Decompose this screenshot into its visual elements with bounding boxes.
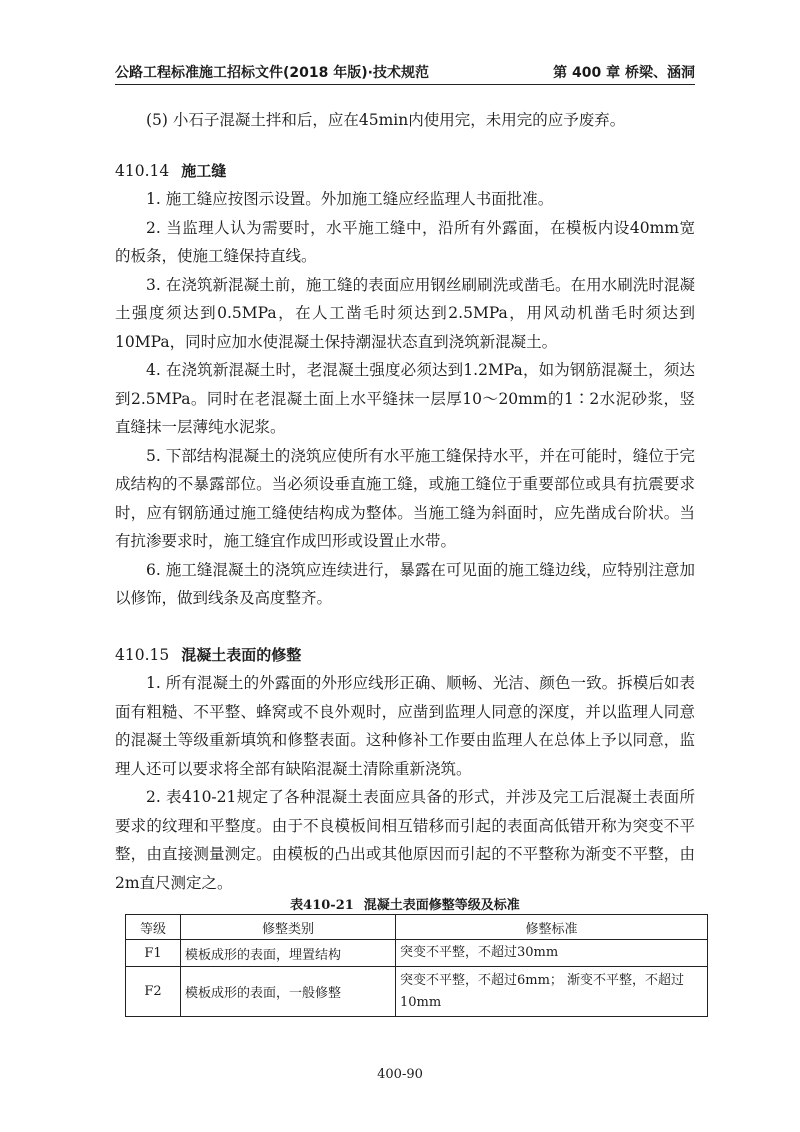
cell-finish-type: 模板成形的表面，一般修整	[181, 967, 396, 1017]
header-finish-standard: 修整标准	[396, 915, 708, 940]
table-title: 混凝土表面修整等级及标准	[363, 898, 520, 913]
cell-finish-standard: 突变不平整，不超过6mm； 渐变不平整，不超过10mm	[396, 967, 708, 1017]
document-body	[115, 106, 695, 897]
section-heading-410-14	[115, 157, 695, 186]
section-number: 410.15	[115, 645, 170, 664]
section-title: 施工缝	[181, 161, 227, 180]
table-caption	[115, 894, 695, 913]
cell-finish-type: 模板成形的表面，埋置结构	[181, 940, 396, 967]
finish-standards-table	[125, 914, 708, 1017]
section-14-item-6: 6. 施工缝混凝土的浇筑应连续进行，暴露在可见面的施工缝边线，应特别注意加以修饰，做到线条及高度整齐。	[115, 560, 695, 607]
cell-finish-standard: 突变不平整，不超过30mm	[396, 940, 708, 967]
section-heading-410-15	[115, 641, 695, 670]
header-document-title: 公路工程标准施工招标文件(2018 年版)·技术规范	[115, 65, 429, 81]
intro-item-5: (5) 小石子混凝土拌和后，应在45min内使用完，未用完的应予废弃。	[146, 111, 626, 129]
table-row	[126, 967, 708, 1017]
page-number: 400-90	[377, 1067, 423, 1082]
cell-grade: F2	[126, 967, 181, 1017]
header-finish-type: 修整类别	[181, 915, 396, 940]
section-14-item-5: 5. 下部结构混凝土的浇筑应使所有水平施工缝保持水平，并在可能时，缝位于完成结构的不暴露部位。当必须设垂直施工缝，或施工缝位于重要部位或具有抗震要求时，应有钢筋通过施工缝使结构成为整体。当施工缝为斜面时，应先凿成台阶状。当有抗渗要求时，施工缝宜作成凹形或设置止水带。	[115, 446, 695, 550]
section-15-item-2: 2. 表410-21规定了各种混凝土表面应具备的形式，并涉及完工后混凝土表面所要求的纹理和平整度。由于不良模板间相互错移而引起的表面高低错开称为突变不平整，由直接测量测定。由模板的凸出或其他原因而引起的不平整称为渐变不平整，由2m直尺测定之。	[115, 788, 695, 892]
cell-grade: F1	[126, 940, 181, 967]
section-15-item-1: 1. 所有混凝土的外露面的外形应线形正确、顺畅、光洁、颜色一致。拆模后如表面有粗糙、不平整、蜂窝或不良外观时，应凿到监理人同意的深度，并以监理人同意的混凝土等级重新填筑和修整表面。这种修补工作要由监理人在总体上予以同意，监理人还可以要求将全部有缺陷混凝土清除重新浇筑。	[115, 674, 695, 778]
section-14-item-3: 3. 在浇筑新混凝土前，施工缝的表面应用钢丝刷刷洗或凿毛。在用水刷洗时混凝土强度须达到0.5MPa，在人工凿毛时须达到2.5MPa，用风动机凿毛时须达到10MPa，同时应加水使混凝土保持潮湿状态直到浇筑新混凝土。	[115, 275, 695, 351]
header-grade: 等级	[126, 915, 181, 940]
section-number: 410.14	[115, 161, 170, 180]
section-title: 混凝土表面的修整	[181, 645, 302, 664]
table-header-row	[126, 915, 708, 940]
table-row	[126, 940, 708, 967]
header-chapter-title: 第 400 章 桥梁、涵洞	[553, 65, 695, 81]
section-14-item-4: 4. 在浇筑新混凝土时，老混凝土强度必须达到1.2MPa，如为钢筋混凝土，须达到2.5MPa。同时在老混凝土面上水平缝抹一层厚10～20mm的1∶2水泥砂浆，竖直缝抹一层薄纯水泥浆。	[115, 361, 695, 436]
page-header	[115, 58, 695, 85]
table-number: 表410-21	[290, 898, 354, 913]
section-14-item-2: 2. 当监理人认为需要时，水平施工缝中，沿所有外露面，在模板内设40mm宽的板条，使施工缝保持直线。	[115, 218, 695, 265]
section-14-item-1: 1. 施工缝应按图示设置。外加施工缝应经监理人书面批准。	[146, 190, 554, 208]
